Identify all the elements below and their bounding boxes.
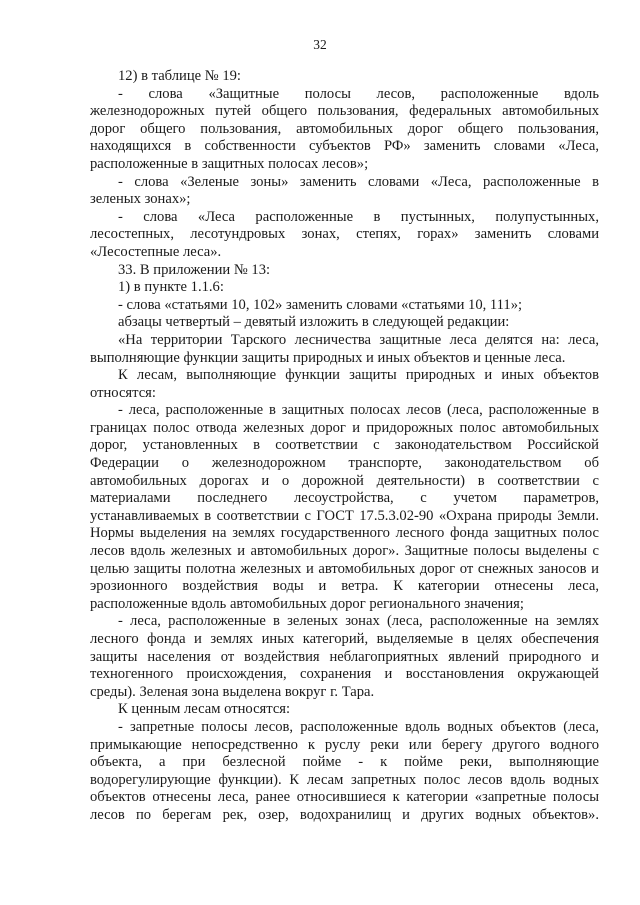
text-line: «На территории Тарского лесничества защитные леса делятся на: леса, [118,331,599,348]
text-line: водорегулирующие функции). К лесам запретных полос лесов вдоль водных [90,771,599,788]
text-line: - слова «Леса расположенные в пустынных, полупустынных, [118,208,599,225]
text-line: К лесам, выполняющие функции защиты природных и иных объектов [118,367,599,384]
text-line: дорог общего пользования, автомобильных дорог общего пользования, [90,120,599,137]
text-line: лесов вдоль железных и автомобильных дорог». Защитные полосы выделены с [90,543,599,560]
text-line: защиты населения от воздействия неблагоприятных явлений природного и [90,648,599,665]
text-line: «Лесостепные леса». [90,243,222,260]
text-line: среды). Зеленая зона выделена вокруг г. Тара. [90,683,375,700]
text-line: Федерации о железнодорожном транспорте, законодательством об [90,455,599,472]
text-line: - запретные полосы лесов, расположенные вдоль водных объектов (леса, [118,718,599,735]
text-line: лесов по берегам рек, озер, водохранилищ и других водных объектов». [90,806,599,823]
text-line: - леса, расположенные в защитных полосах лесов (леса, расположенные в [118,402,599,419]
text-line: - леса, расположенные в зеленых зонах (леса, расположенные на землях [118,613,599,630]
text-line: материалами последнего лесоустройства, с учетом параметров, [90,490,599,507]
text-line: лесного фонда и землях иных категорий, выделяемые в целях обеспечения [90,631,599,647]
text-line: железнодорожных путей общего пользования, федеральных автомобильных [90,103,599,120]
text-line: К ценным лесам относятся: [118,701,291,718]
document-body [90,68,599,825]
text-line: эрозионного воздействия воды и ветра. К категории отнесены леса, [90,578,599,595]
text-line: автомобильных дорогах и о дорожной деятельности) в соответствии с [90,472,599,489]
text-line: зеленых зонах»; [90,191,191,208]
text-line: 33. В приложении № 13: [118,261,271,278]
text-line: расположенные в защитных полосах лесов»; [90,155,369,172]
text-line: устанавливаемых в соответствии с ГОСТ 17.5.3.02-90 «Охрана природы Земли. [90,507,599,524]
text-line: - слова «статьями 10, 102» заменить словами «статьями 10, 111»; [118,296,523,313]
text-line: примыкающие непосредственно к руслу реки или берегу другого водного [90,736,599,753]
text-line: техногенного происхождения, сохранения и восстановления окружающей [90,666,599,683]
text-line: 12) в таблице № 19: [118,68,241,84]
text-line: расположенные вдоль автомобильных дорог регионального значения; [90,595,524,612]
text-line: целью защиты полотна железных и автомобильных дорог от снежных заносов и [90,560,599,577]
text-line: лесостепных, лесотундровых зонах, степях, горах» заменить словами [90,226,599,243]
text-line: - слова «Защитные полосы лесов, расположенные вдоль [118,85,599,102]
page-number: 32 [313,37,327,52]
text-line: объектов отнесены леса, ранее относившиеся к категории «запретные полосы [90,789,599,806]
text-line: объекта, а при безлесной пойме - к пойме реки, выполняющие [90,754,599,771]
text-line: абзацы четвертый – девятый изложить в следующей редакции: [118,314,510,331]
text-line: границах полос отвода железных дорог и придорожных полос автомобильных [90,419,599,436]
text-line: относятся: [90,384,156,401]
text-line: 1) в пункте 1.1.6: [118,279,224,296]
text-line: находящихся в собственности субъектов РФ» заменить словами «Леса, [90,138,599,155]
text-line: Нормы выделения на землях государственного лесного фонда защитных полос [90,525,599,542]
text-line: выполняющие функции защиты природных и иных объектов и ценные леса. [90,349,566,366]
text-line: - слова «Зеленые зоны» заменить словами «Леса, расположенные в [118,173,599,190]
text-line: дорог, установленных в соответствии с законодательством Российской [90,437,599,454]
